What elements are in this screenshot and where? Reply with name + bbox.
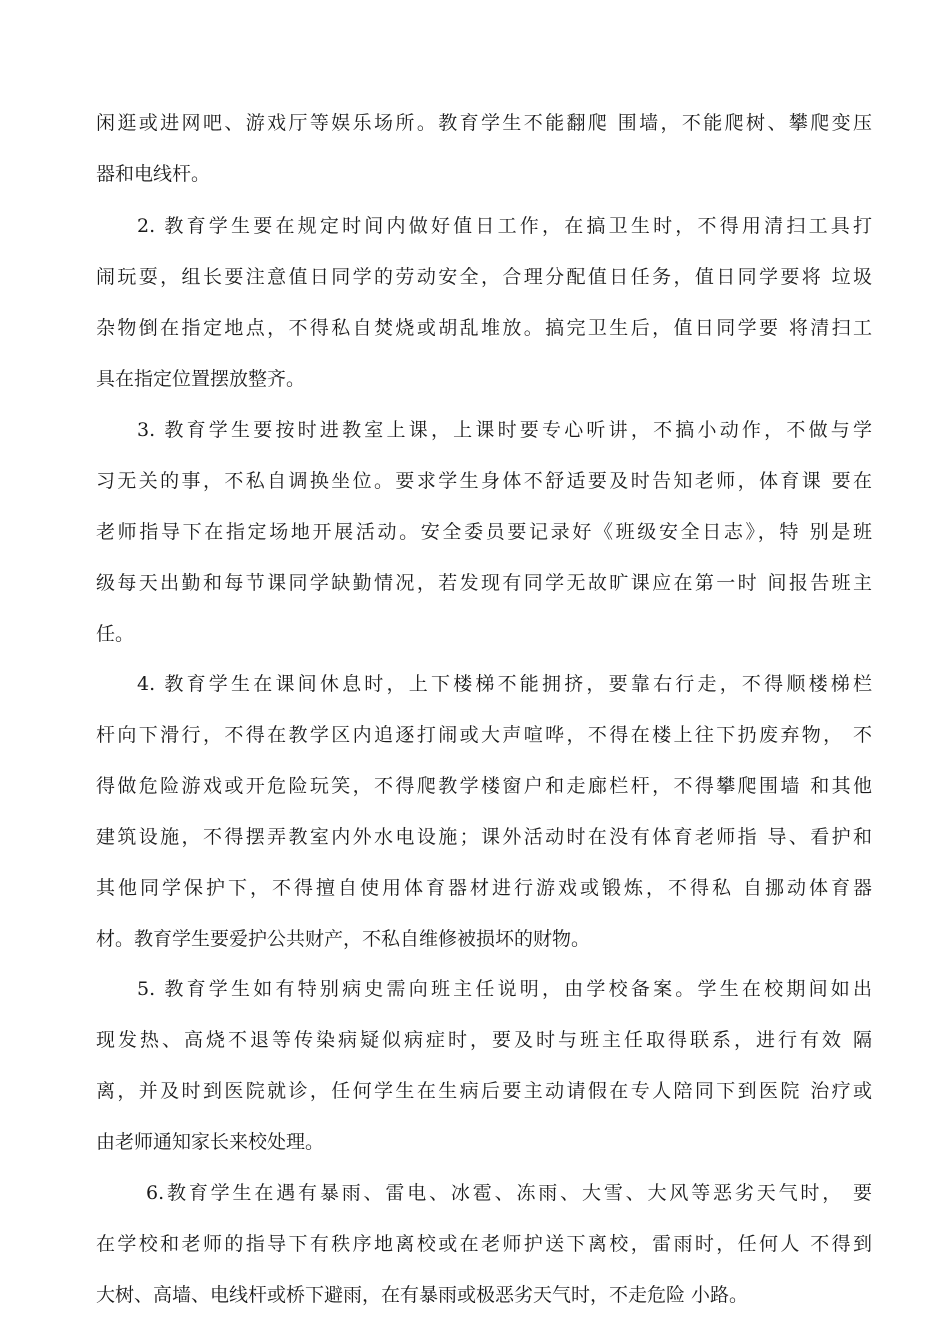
- text-line: 闲逛或进网吧、游戏厅等娱乐场所。教育学生不能翻爬 围墙，不能爬树、攀爬变压: [96, 112, 872, 134]
- text-line: 老师指导下在指定场地开展活动。安全委员要记录好《班级安全日志》，特 别是班: [96, 521, 872, 543]
- text-line: 5. 教育学生如有特别病史需向班主任说明，由学校备案。学生在校期间如出: [137, 978, 872, 1000]
- text-line: 由老师通知家长来校处理。: [96, 1131, 325, 1153]
- text-line: 离，并及时到医院就诊，任何学生在生病后要主动请假在专人陪同下到医院 治疗或: [96, 1080, 872, 1102]
- text-line: 3. 教育学生要按时进教室上课，上课时要专心听讲，不搞小动作，不做与学: [137, 419, 872, 441]
- text-line: 器和电线杆。: [96, 163, 211, 185]
- text-line: 4. 教育学生在课间休息时，上下楼梯不能拥挤，要靠右行走，不得顺楼梯栏: [137, 673, 872, 695]
- text-line: 材。教育学生要爱护公共财产，不私自维修被损坏的财物。: [96, 928, 591, 950]
- text-line: 大树、高墙、电线杆或桥下避雨，在有暴雨或极恶劣天气时，不走危险 小路。: [96, 1284, 749, 1306]
- text-line: 习无关的事，不私自调换坐位。要求学生身体不舒适要及时告知老师，体育课 要在: [96, 470, 872, 492]
- text-line: 具在指定位置摆放整齐。: [96, 368, 306, 390]
- text-line: 在学校和老师的指导下有秩序地离校或在老师护送下离校，雷雨时，任何人 不得到: [96, 1233, 872, 1255]
- text-line: 建筑设施，不得摆弄教室内外水电设施；课外活动时在没有体育老师指 导、看护和: [96, 826, 872, 848]
- text-line: 任。: [96, 623, 135, 645]
- text-line: 闹玩耍，组长要注意值日同学的劳动安全，合理分配值日任务，值日同学要将 垃圾: [96, 266, 872, 288]
- text-line: 2. 教育学生要在规定时间内做好值日工作，在搞卫生时，不得用清扫工具打: [137, 215, 872, 237]
- text-line: 现发热、高烧不退等传染病疑似病症时，要及时与班主任取得联系，进行有效 隔: [96, 1029, 872, 1051]
- text-line: 其他同学保护下，不得擅自使用体育器材进行游戏或锻炼，不得私 自挪动体育器: [96, 877, 872, 899]
- text-line: 级每天出勤和每节课同学缺勤情况，若发现有同学无故旷课应在第一时 间报告班主: [96, 572, 872, 594]
- text-line: 得做危险游戏或开危险玩笑，不得爬教学楼窗户和走廊栏杆，不得攀爬围墙 和其他: [96, 775, 872, 797]
- text-line: 杆向下滑行，不得在教学区内追逐打闹或大声喧哗，不得在楼上往下扔废弃物， 不: [96, 724, 872, 746]
- text-line: 杂物倒在指定地点，不得私自焚烧或胡乱堆放。搞完卫生后，值日同学要 将清扫工: [96, 317, 872, 339]
- text-line: 6.教育学生在遇有暴雨、雷电、冰雹、冻雨、大雪、大风等恶劣天气时， 要: [146, 1182, 872, 1204]
